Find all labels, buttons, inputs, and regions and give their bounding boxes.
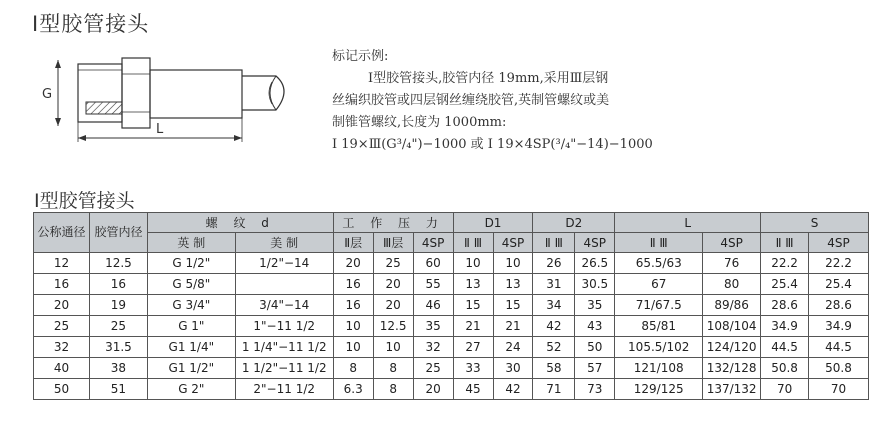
table-cell: 3/4"−14 [235, 295, 333, 316]
table-cell: 43 [575, 316, 615, 337]
table-cell: 55 [413, 274, 453, 295]
table-cell: 10 [333, 337, 373, 358]
table-cell: G 1/2" [147, 253, 235, 274]
table-cell: G1 1/2" [147, 358, 235, 379]
table-cell: 71 [533, 379, 575, 400]
table-row [34, 274, 869, 295]
table-cell: 15 [453, 295, 493, 316]
table-cell: 26.5 [575, 253, 615, 274]
table-row [34, 253, 869, 274]
table-cell: 20 [34, 295, 90, 316]
table-cell: G 1" [147, 316, 235, 337]
header-d2-4sp: 4SP [575, 233, 615, 253]
table-cell: 25.4 [761, 274, 809, 295]
header-d2: D2 [533, 213, 615, 233]
table-cell: 65.5/63 [615, 253, 703, 274]
header-s-ii-iii: Ⅱ Ⅲ [761, 233, 809, 253]
header-d2-ii-iii: Ⅱ Ⅲ [533, 233, 575, 253]
label-l: L [156, 122, 164, 137]
table-cell: 38 [89, 358, 147, 379]
table-cell: 25 [34, 316, 90, 337]
table-cell: 20 [373, 274, 413, 295]
table-cell: 71/67.5 [615, 295, 703, 316]
table-cell: 8 [333, 358, 373, 379]
table-cell: 16 [34, 274, 90, 295]
table-cell: 12.5 [373, 316, 413, 337]
table-cell: 1/2"−14 [235, 253, 333, 274]
table-cell: 105.5/102 [615, 337, 703, 358]
table-cell: 76 [703, 253, 761, 274]
table-cell: 42 [493, 379, 533, 400]
table-cell: 31.5 [89, 337, 147, 358]
table-cell: 16 [333, 295, 373, 316]
table-cell: 20 [373, 295, 413, 316]
table-cell: 60 [413, 253, 453, 274]
table-cell [235, 274, 333, 295]
table-row [34, 379, 869, 400]
table-cell: 27 [453, 337, 493, 358]
header-l-4sp: 4SP [703, 233, 761, 253]
table-cell: 16 [333, 274, 373, 295]
header-hose-id: 胶管内径 [89, 213, 147, 253]
table-cell: 19 [89, 295, 147, 316]
table-cell: 24 [493, 337, 533, 358]
table-cell: 121/108 [615, 358, 703, 379]
table-cell: 137/132 [703, 379, 761, 400]
header-l: L [615, 213, 761, 233]
table-cell: 50.8 [809, 358, 869, 379]
table-cell: 20 [333, 253, 373, 274]
table-cell: G1 1/4" [147, 337, 235, 358]
table-cell: 2"−11 1/2 [235, 379, 333, 400]
table-cell: 80 [703, 274, 761, 295]
table-cell: 8 [373, 358, 413, 379]
header-pressure-4sp: 4SP [413, 233, 453, 253]
header-pressure: 工 作 压 力 [333, 213, 453, 233]
table-cell: 25 [373, 253, 413, 274]
table-cell: 22.2 [761, 253, 809, 274]
header-thread-imperial: 英 制 [147, 233, 235, 253]
table-cell: 20 [413, 379, 453, 400]
table-cell: G 3/4" [147, 295, 235, 316]
table-cell: 52 [533, 337, 575, 358]
table-cell: 10 [373, 337, 413, 358]
table-cell: 50 [34, 379, 90, 400]
table-cell: 30 [493, 358, 533, 379]
table-cell: 12 [34, 253, 90, 274]
header-nominal: 公称通径 [34, 213, 90, 253]
page-title: I型胶管接头 [32, 12, 150, 36]
table-cell: G 5/8" [147, 274, 235, 295]
header-s-4sp: 4SP [809, 233, 869, 253]
notes-line-3: 制锥管螺纹,长度为 1000mm: [332, 115, 507, 130]
table-cell: 10 [333, 316, 373, 337]
table-cell: 70 [809, 379, 869, 400]
table-cell: 85/81 [615, 316, 703, 337]
table-cell: 1 1/2"−11 1/2 [235, 358, 333, 379]
header-pressure-iii: Ⅲ层 [373, 233, 413, 253]
header-l-ii-iii: Ⅱ Ⅲ [615, 233, 703, 253]
table-cell: 124/120 [703, 337, 761, 358]
table-cell: 10 [493, 253, 533, 274]
table-cell: 129/125 [615, 379, 703, 400]
table-cell: 28.6 [809, 295, 869, 316]
table-cell: 32 [413, 337, 453, 358]
table-cell: 58 [533, 358, 575, 379]
table-cell: 50.8 [761, 358, 809, 379]
marking-example [332, 46, 682, 156]
spec-table [33, 212, 869, 400]
table-cell: 44.5 [761, 337, 809, 358]
header-d1: D1 [453, 213, 533, 233]
table-cell: 21 [493, 316, 533, 337]
table-cell: 10 [453, 253, 493, 274]
spec-table-body [34, 253, 869, 400]
table-cell: 67 [615, 274, 703, 295]
table-cell: 108/104 [703, 316, 761, 337]
table-cell: 31 [533, 274, 575, 295]
table-row [34, 358, 869, 379]
table-cell: 22.2 [809, 253, 869, 274]
fitting-drawing [30, 40, 300, 150]
table-cell: 30.5 [575, 274, 615, 295]
table-cell: 132/128 [703, 358, 761, 379]
table-cell: 1 1/4"−11 1/2 [235, 337, 333, 358]
table-cell: 16 [89, 274, 147, 295]
table-cell: 21 [453, 316, 493, 337]
table-cell: 35 [575, 295, 615, 316]
table-cell: 26 [533, 253, 575, 274]
table-cell: 28.6 [761, 295, 809, 316]
header-s: S [761, 213, 869, 233]
table-cell: 51 [89, 379, 147, 400]
table-cell: 50 [575, 337, 615, 358]
table-cell: 89/86 [703, 295, 761, 316]
header-d1-4sp: 4SP [493, 233, 533, 253]
table-cell: 45 [453, 379, 493, 400]
table-cell: 44.5 [809, 337, 869, 358]
table-cell: 32 [34, 337, 90, 358]
table-cell: 40 [34, 358, 90, 379]
table-cell: 35 [413, 316, 453, 337]
label-g: G [42, 87, 53, 102]
table-title: I型胶管接头 [34, 190, 135, 212]
table-cell: 25 [89, 316, 147, 337]
table-cell: 34.9 [761, 316, 809, 337]
table-cell: 13 [453, 274, 493, 295]
table-row [34, 295, 869, 316]
notes-line-1: I型胶管接头,胶管内径 19mm,采用Ⅲ层钢 [368, 71, 609, 86]
table-cell: 25.4 [809, 274, 869, 295]
header-d1-ii-iii: Ⅱ Ⅲ [453, 233, 493, 253]
table-cell: 57 [575, 358, 615, 379]
header-thread: 螺 纹 d [147, 213, 333, 233]
table-cell: 33 [453, 358, 493, 379]
table-cell: G 2" [147, 379, 235, 400]
notes-heading: 标记示例: [332, 49, 389, 64]
table-cell: 13 [493, 274, 533, 295]
table-cell: 6.3 [333, 379, 373, 400]
table-cell: 15 [493, 295, 533, 316]
table-cell: 8 [373, 379, 413, 400]
table-cell: 34 [533, 295, 575, 316]
table-row [34, 337, 869, 358]
table-row [34, 316, 869, 337]
table-cell: 73 [575, 379, 615, 400]
notes-line-4: I 19×Ⅲ(G³/₄")−1000 或 I 19×4SP(³/₄"−14)−1000 [332, 137, 653, 152]
header-pressure-ii: Ⅱ层 [333, 233, 373, 253]
table-cell: 70 [761, 379, 809, 400]
table-cell: 34.9 [809, 316, 869, 337]
table-cell: 1"−11 1/2 [235, 316, 333, 337]
table-cell: 25 [413, 358, 453, 379]
table-cell: 12.5 [89, 253, 147, 274]
header-thread-us: 美 制 [235, 233, 333, 253]
table-cell: 42 [533, 316, 575, 337]
table-cell: 46 [413, 295, 453, 316]
notes-line-2: 丝编织胶管或四层钢丝缠绕胶管,英制管螺纹或美 [332, 93, 610, 108]
